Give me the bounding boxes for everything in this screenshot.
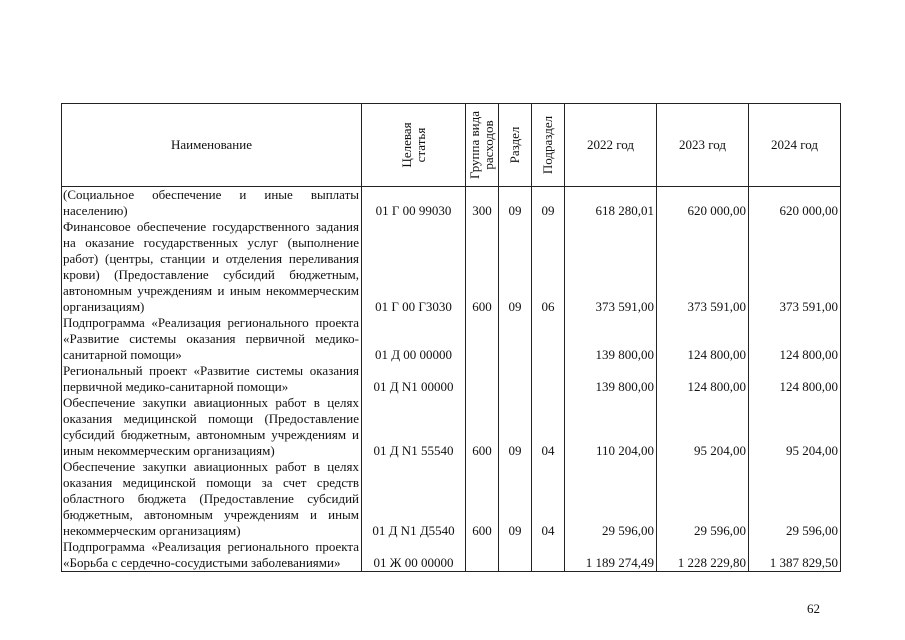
row-2023: 124 800,00: [657, 315, 749, 363]
row-subsection: 04: [532, 395, 565, 459]
header-2023: 2023 год: [657, 104, 749, 187]
row-2022: 110 204,00: [565, 395, 657, 459]
row-subsection: 04: [532, 459, 565, 539]
row-2024: 124 800,00: [749, 363, 841, 395]
table-row: [62, 187, 841, 220]
budget-table: [61, 103, 841, 572]
row-2022: 373 591,00: [565, 219, 657, 315]
row-name: Обеспечение закупки авиационных работ в целях оказания медицинской помощи (Предоставление субсидий бюджетным, автономным учреждениям и иным некоммерческим организациям): [62, 395, 362, 459]
row-2024: 95 204,00: [749, 395, 841, 459]
header-2022: 2022 год: [565, 104, 657, 187]
row-code: 01 Ж 00 00000: [362, 539, 466, 572]
header-group: [466, 104, 499, 187]
row-section: [499, 315, 532, 363]
table-row: [62, 539, 841, 572]
row-group: 600: [466, 395, 499, 459]
row-name: Подпрограмма «Реализация регионального проекта «Развитие системы оказания первичной медико-санитарной помощи»: [62, 315, 362, 363]
row-code: 01 Д N1 00000: [362, 363, 466, 395]
row-subsection: [532, 539, 565, 572]
row-2023: 29 596,00: [657, 459, 749, 539]
row-code: 01 Д N1 55540: [362, 395, 466, 459]
table-header-row: [62, 104, 841, 187]
header-group-line-2: расходов: [481, 120, 496, 170]
row-name: Финансовое обеспечение государственного задания на оказание государственных услуг (выполнение работ) (центры, станции и отделения переливания крови) (Предоставление субсидий бюджетным, автономным учреждениям и иным некоммерческим организациям): [62, 219, 362, 315]
row-section: 09: [499, 395, 532, 459]
header-code: [362, 104, 466, 187]
header-subsection-label: Подраздел: [540, 115, 555, 175]
row-name: Региональный проект «Развитие системы оказания первичной медико-санитарной помощи»: [62, 363, 362, 395]
row-2022: 29 596,00: [565, 459, 657, 539]
row-group: 600: [466, 219, 499, 315]
row-2023: 95 204,00: [657, 395, 749, 459]
header-name: Наименование: [62, 104, 362, 187]
row-code: 01 Д 00 00000: [362, 315, 466, 363]
table-row: [62, 363, 841, 395]
row-2022: 1 189 274,49: [565, 539, 657, 572]
row-2024: 373 591,00: [749, 219, 841, 315]
row-2023: 373 591,00: [657, 219, 749, 315]
row-group: [466, 363, 499, 395]
table-row: [62, 219, 841, 315]
row-code: 01 Д N1 Д5540: [362, 459, 466, 539]
row-subsection: 06: [532, 219, 565, 315]
header-section: [499, 104, 532, 187]
row-section: [499, 539, 532, 572]
table-row: [62, 315, 841, 363]
row-2022: 618 280,01: [565, 187, 657, 220]
row-group: 300: [466, 187, 499, 220]
row-name: (Социальное обеспечение и иные выплаты населению): [62, 187, 362, 220]
row-2024: 124 800,00: [749, 315, 841, 363]
header-code-line-1: Целевая: [398, 122, 414, 168]
table-row: [62, 459, 841, 539]
row-2022: 139 800,00: [565, 363, 657, 395]
row-group: [466, 315, 499, 363]
header-2024: 2024 год: [749, 104, 841, 187]
row-subsection: [532, 315, 565, 363]
header-code-line-2: статья: [412, 127, 428, 163]
row-section: 09: [499, 219, 532, 315]
row-2023: 620 000,00: [657, 187, 749, 220]
header-section-label: Раздел: [507, 126, 522, 164]
row-group: 600: [466, 459, 499, 539]
row-2022: 139 800,00: [565, 315, 657, 363]
row-2024: 1 387 829,50: [749, 539, 841, 572]
row-group: [466, 539, 499, 572]
table-row: [62, 395, 841, 459]
row-subsection: [532, 363, 565, 395]
row-subsection: 09: [532, 187, 565, 220]
row-section: 09: [499, 459, 532, 539]
row-name: Обеспечение закупки авиационных работ в целях оказания медицинской помощи за счет средств областного бюджета (Предоставление субсидий бюджетным, автономным учреждениям и иным некоммерческим организациям): [62, 459, 362, 539]
page-number: 62: [807, 601, 820, 616]
row-code: 01 Г 00 Г3030: [362, 219, 466, 315]
header-subsection: [532, 104, 565, 187]
row-2023: 124 800,00: [657, 363, 749, 395]
row-section: 09: [499, 187, 532, 220]
row-name: Подпрограмма «Реализация регионального проекта «Борьба с сердечно-сосудистыми заболеваниями»: [62, 539, 362, 572]
row-2023: 1 228 229,80: [657, 539, 749, 572]
row-2024: 620 000,00: [749, 187, 841, 220]
header-group-line-1: Группа вида: [467, 111, 482, 179]
row-section: [499, 363, 532, 395]
row-2024: 29 596,00: [749, 459, 841, 539]
row-code: 01 Г 00 99030: [362, 187, 466, 220]
